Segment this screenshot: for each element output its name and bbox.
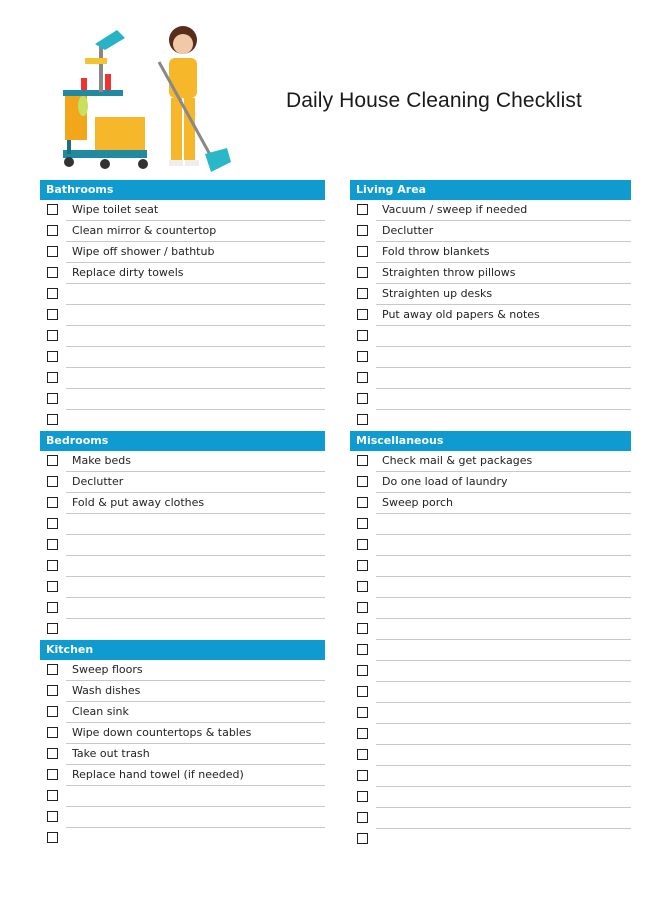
item-label: Check mail & get packages bbox=[382, 454, 533, 467]
item-label: Sweep porch bbox=[382, 496, 454, 509]
checklist-item bbox=[40, 472, 325, 493]
checkbox[interactable] bbox=[47, 497, 58, 508]
checklist-item bbox=[350, 368, 631, 389]
checklist-item bbox=[40, 389, 325, 410]
checklist-item bbox=[350, 410, 631, 431]
checkbox[interactable] bbox=[47, 414, 58, 425]
checkbox[interactable] bbox=[357, 518, 368, 529]
item-label: Declutter bbox=[382, 224, 434, 237]
right-column bbox=[350, 180, 631, 850]
checklist-item bbox=[40, 765, 325, 786]
checkbox[interactable] bbox=[357, 602, 368, 613]
checkbox[interactable] bbox=[357, 728, 368, 739]
section-header: Living Area bbox=[350, 180, 631, 200]
checkbox[interactable] bbox=[47, 518, 58, 529]
checklist-item bbox=[40, 410, 325, 431]
page-title: Daily House Cleaning Checklist bbox=[286, 89, 582, 112]
checkbox[interactable] bbox=[47, 811, 58, 822]
checklist-item bbox=[40, 368, 325, 389]
section-header: Kitchen bbox=[40, 640, 325, 660]
checklist-item bbox=[350, 640, 631, 661]
checkbox[interactable] bbox=[357, 288, 368, 299]
item-label: Declutter bbox=[72, 475, 124, 488]
checklist-item bbox=[350, 808, 631, 829]
item-label: Fold & put away clothes bbox=[72, 496, 205, 509]
checkbox[interactable] bbox=[47, 664, 58, 675]
item-label: Replace hand towel (if needed) bbox=[72, 768, 244, 781]
checkbox[interactable] bbox=[357, 686, 368, 697]
checklist-item bbox=[40, 660, 325, 681]
checkbox[interactable] bbox=[47, 351, 58, 362]
item-label: Replace dirty towels bbox=[72, 266, 184, 279]
checklist-item bbox=[350, 724, 631, 745]
section-header: Bathrooms bbox=[40, 180, 325, 200]
checkbox[interactable] bbox=[357, 372, 368, 383]
left-column bbox=[40, 180, 325, 849]
checklist-item bbox=[350, 619, 631, 640]
checklist-item bbox=[350, 493, 631, 514]
checklist-item bbox=[350, 661, 631, 682]
checkbox[interactable] bbox=[47, 769, 58, 780]
section-living-area bbox=[350, 180, 631, 431]
checkbox[interactable] bbox=[357, 246, 368, 257]
checkbox[interactable] bbox=[357, 770, 368, 781]
checklist-item bbox=[350, 535, 631, 556]
checkbox[interactable] bbox=[47, 748, 58, 759]
checkbox[interactable] bbox=[47, 288, 58, 299]
checklist-item bbox=[40, 326, 325, 347]
item-label: Make beds bbox=[72, 454, 131, 467]
checkbox[interactable] bbox=[47, 246, 58, 257]
checklist-item bbox=[40, 347, 325, 368]
checklist-item bbox=[40, 263, 325, 284]
checkbox[interactable] bbox=[47, 832, 58, 843]
checkbox[interactable] bbox=[47, 225, 58, 236]
checklist-item bbox=[350, 598, 631, 619]
checklist-item bbox=[40, 556, 325, 577]
checklist-item bbox=[350, 221, 631, 242]
checklist-item bbox=[40, 702, 325, 723]
section-header: Miscellaneous bbox=[350, 431, 631, 451]
checklist-item bbox=[40, 221, 325, 242]
checklist-item bbox=[40, 305, 325, 326]
checklist-item bbox=[350, 682, 631, 703]
checklist-item bbox=[40, 493, 325, 514]
checkbox[interactable] bbox=[47, 602, 58, 613]
checkbox[interactable] bbox=[357, 309, 368, 320]
checklist-item bbox=[350, 326, 631, 347]
checkbox[interactable] bbox=[47, 455, 58, 466]
checkbox[interactable] bbox=[357, 539, 368, 550]
checkbox[interactable] bbox=[357, 351, 368, 362]
checklist-item bbox=[350, 263, 631, 284]
item-label: Clean mirror & countertop bbox=[72, 224, 217, 237]
checkbox[interactable] bbox=[357, 476, 368, 487]
item-label: Take out trash bbox=[72, 747, 150, 760]
item-label: Straighten up desks bbox=[382, 287, 493, 300]
checklist-item bbox=[40, 284, 325, 305]
checklist-item bbox=[350, 451, 631, 472]
item-label: Clean sink bbox=[72, 705, 129, 718]
checklist-item bbox=[350, 766, 631, 787]
checklist-item bbox=[40, 451, 325, 472]
section-miscellaneous bbox=[350, 431, 631, 850]
checklist-item bbox=[350, 284, 631, 305]
checkbox[interactable] bbox=[47, 790, 58, 801]
checkbox[interactable] bbox=[357, 791, 368, 802]
checklist-item bbox=[350, 347, 631, 368]
checkbox[interactable] bbox=[47, 476, 58, 487]
checkbox[interactable] bbox=[357, 749, 368, 760]
checklist-item bbox=[350, 242, 631, 263]
checkbox[interactable] bbox=[47, 204, 58, 215]
item-label: Vacuum / sweep if needed bbox=[382, 203, 528, 216]
checkbox[interactable] bbox=[357, 623, 368, 634]
checklist-item bbox=[40, 577, 325, 598]
checkbox[interactable] bbox=[47, 685, 58, 696]
checklist-item bbox=[40, 828, 325, 849]
checkbox[interactable] bbox=[357, 581, 368, 592]
checkbox[interactable] bbox=[47, 706, 58, 717]
checkbox[interactable] bbox=[357, 204, 368, 215]
checkbox[interactable] bbox=[47, 372, 58, 383]
checklist-item bbox=[40, 514, 325, 535]
checkbox[interactable] bbox=[357, 665, 368, 676]
item-label: Wash dishes bbox=[72, 684, 141, 697]
item-label: Straighten throw pillows bbox=[382, 266, 516, 279]
checklist-item bbox=[350, 556, 631, 577]
cleaning-lady-illustration bbox=[55, 22, 235, 180]
checklist-item bbox=[350, 703, 631, 724]
checklist-item bbox=[350, 745, 631, 766]
checklist-item bbox=[40, 598, 325, 619]
checklist-item bbox=[350, 305, 631, 326]
checkbox[interactable] bbox=[357, 225, 368, 236]
checklist-item bbox=[350, 787, 631, 808]
item-label: Do one load of laundry bbox=[382, 475, 508, 488]
checkbox[interactable] bbox=[47, 393, 58, 404]
item-label: Fold throw blankets bbox=[382, 245, 490, 258]
item-label: Put away old papers & notes bbox=[382, 308, 540, 321]
checklist-item bbox=[350, 200, 631, 221]
checkbox[interactable] bbox=[47, 539, 58, 550]
checklist-item bbox=[40, 807, 325, 828]
checkbox[interactable] bbox=[357, 560, 368, 571]
checkbox[interactable] bbox=[47, 623, 58, 634]
checklist-item bbox=[40, 619, 325, 640]
checklist-item bbox=[40, 786, 325, 807]
checkbox[interactable] bbox=[357, 812, 368, 823]
checkbox[interactable] bbox=[357, 414, 368, 425]
checklist-item bbox=[350, 472, 631, 493]
checklist-item bbox=[40, 681, 325, 702]
checkbox[interactable] bbox=[47, 330, 58, 341]
checklist-item bbox=[350, 829, 631, 850]
section-kitchen bbox=[40, 640, 325, 849]
checklist-item bbox=[350, 514, 631, 535]
checklist-item bbox=[40, 723, 325, 744]
section-header: Bedrooms bbox=[40, 431, 325, 451]
checkbox[interactable] bbox=[47, 727, 58, 738]
checkbox[interactable] bbox=[357, 497, 368, 508]
checklist-item bbox=[40, 744, 325, 765]
item-label: Wipe off shower / bathtub bbox=[72, 245, 215, 258]
checklist-item bbox=[350, 577, 631, 598]
checkbox[interactable] bbox=[47, 309, 58, 320]
checkbox[interactable] bbox=[357, 393, 368, 404]
checkbox[interactable] bbox=[357, 330, 368, 341]
item-label: Wipe toilet seat bbox=[72, 203, 159, 216]
section-bedrooms bbox=[40, 431, 325, 640]
checkbox[interactable] bbox=[357, 455, 368, 466]
item-label: Wipe down countertops & tables bbox=[72, 726, 252, 739]
checkbox[interactable] bbox=[357, 707, 368, 718]
item-label: Sweep floors bbox=[72, 663, 143, 676]
checkbox[interactable] bbox=[357, 644, 368, 655]
checkbox[interactable] bbox=[357, 267, 368, 278]
checklist-item bbox=[40, 200, 325, 221]
checklist-item bbox=[40, 535, 325, 556]
checkbox[interactable] bbox=[357, 833, 368, 844]
section-bathrooms bbox=[40, 180, 325, 431]
checkbox[interactable] bbox=[47, 560, 58, 571]
checklist-item bbox=[40, 242, 325, 263]
checkbox[interactable] bbox=[47, 581, 58, 592]
checkbox[interactable] bbox=[47, 267, 58, 278]
checklist-item bbox=[350, 389, 631, 410]
